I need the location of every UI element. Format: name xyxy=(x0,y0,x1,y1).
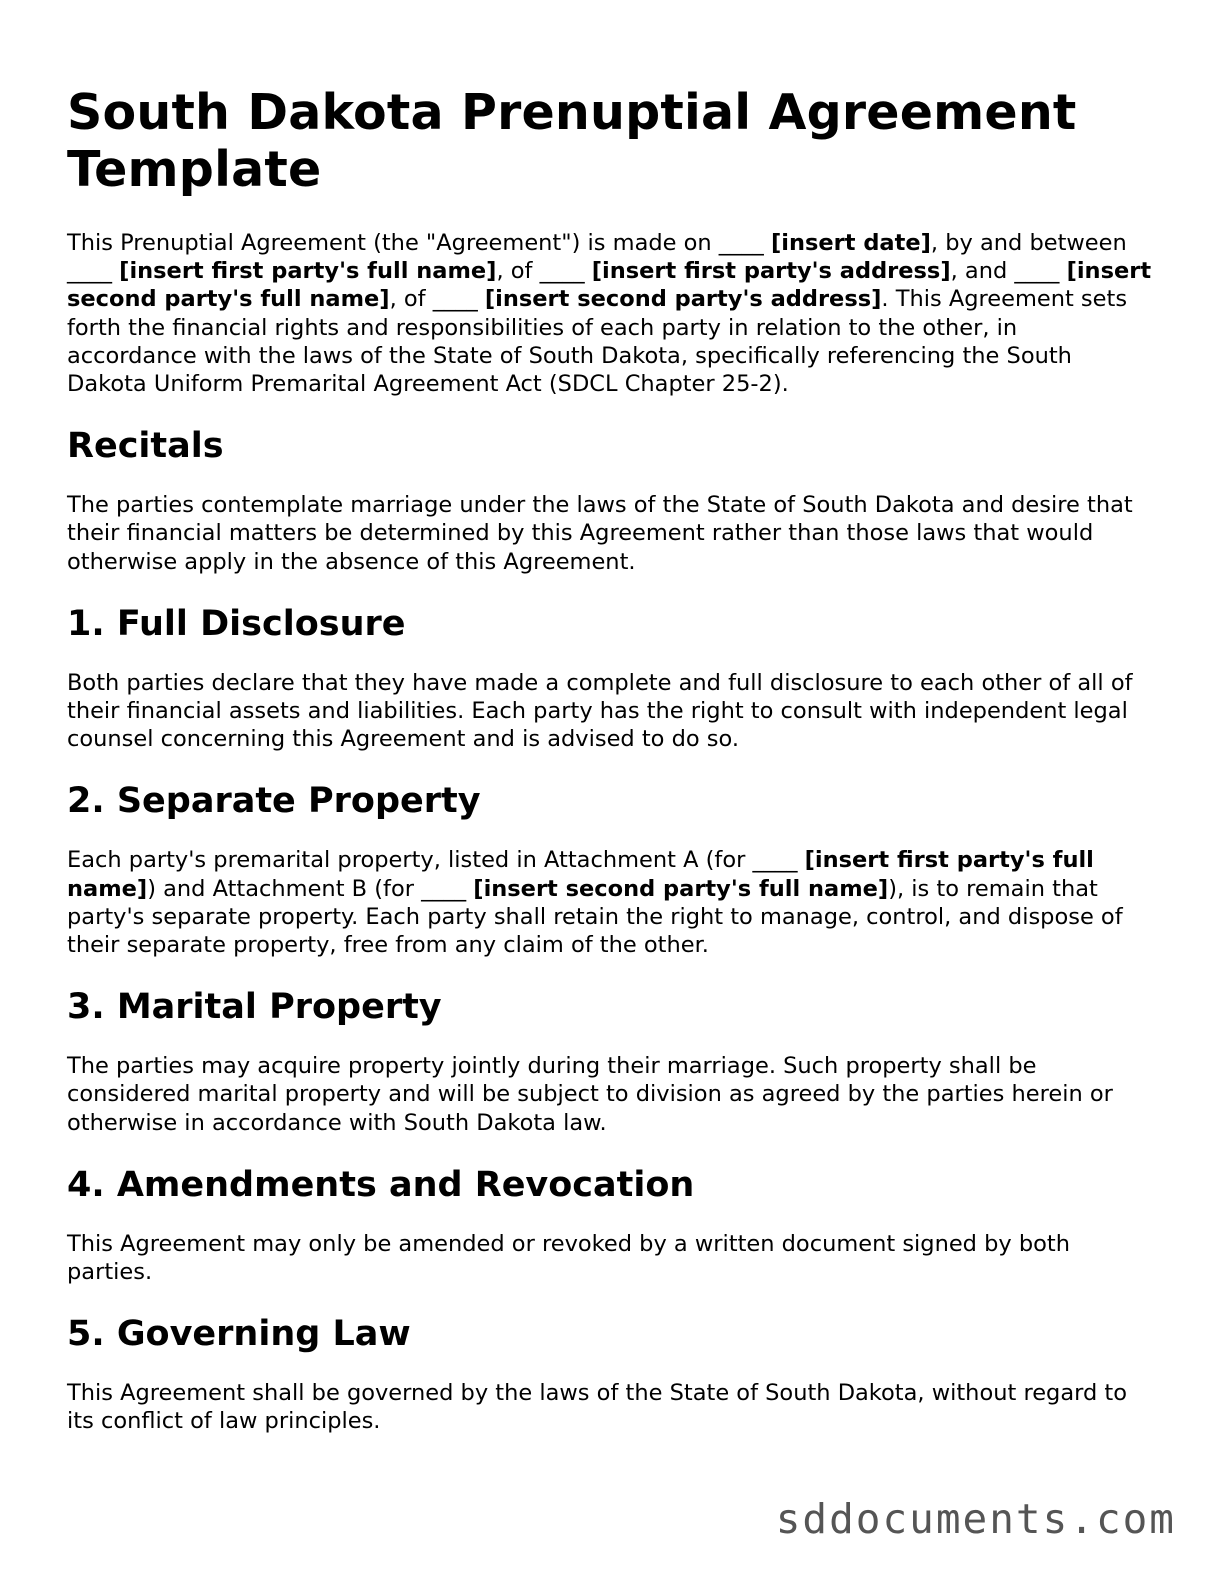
document-title: South Dakota Prenuptial Agreement Template xyxy=(67,84,1077,198)
placeholder-second-party-name-2: [insert second party's full name] xyxy=(473,875,889,902)
section-2-text xyxy=(67,846,1152,959)
recitals-heading: Recitals xyxy=(67,426,224,467)
intro-text-5: , of ____ xyxy=(389,286,485,313)
watermark: sddocuments.com xyxy=(775,1495,1176,1543)
intro-text-1: This Prenuptial Agreement (the "Agreement") is made on ____ xyxy=(67,230,771,256)
section-2-text-2: ) and Attachment B (for ____ xyxy=(147,875,474,902)
section-1-text: Both parties declare that they have made a complete and full disclosure to each other of all of their financial assets and liabilities. Each party has the right to consult with independent legal counsel concerning this Agreement and is advised to do so. xyxy=(67,669,1133,753)
section-2-text-3: ), is to remain that party's separate property. Each party shall retain the right to manage, control, and dispose of their separate property, free from any claim of the other. xyxy=(67,875,1123,959)
intro-text-2: , by and between ____ xyxy=(67,230,1127,285)
section-2-heading: 2. Separate Property xyxy=(67,781,481,822)
placeholder-second-party-address: [insert second party's address] xyxy=(484,286,882,313)
section-3-text: The parties may acquire property jointly during their marriage. Such property shall be considered marital property and will be subject to division as agreed by the parties herein or otherwise in accordance with South Dakota law. xyxy=(67,1053,1113,1136)
placeholder-date: [insert date] xyxy=(770,230,931,256)
placeholder-second-party-name: [insert second party's full name] xyxy=(67,258,1152,313)
placeholder-first-party-name: [insert first party's full name] xyxy=(119,258,497,285)
section-1-heading: 1. Full Disclosure xyxy=(67,603,406,644)
intro-text-4: , and ____ xyxy=(950,258,1067,285)
recitals-text: The parties contemplate marriage under the laws of the State of South Dakota and desire that their financial matters be determined by this Agreement rather than those laws that would otherwise apply in the absence of this Agreement. xyxy=(67,492,1133,575)
intro-text-6: . This Agreement sets forth the financial rights and responsibilities of each party in relation to the other, in accordance with the laws of the State of South Dakota, specifically referencing the South Dakota Uniform Premarital Agreement Act (SDCL Chapter 25-2). xyxy=(67,286,1128,398)
section-5-text: This Agreement shall be governed by the laws of the State of South Dakota, without regard to its conflict of law principles. xyxy=(67,1380,1127,1435)
section-3-heading: 3. Marital Property xyxy=(67,987,442,1028)
intro-text-3: , of ____ xyxy=(496,258,592,285)
intro-paragraph xyxy=(67,229,1152,398)
document-page xyxy=(67,84,1152,1463)
section-4-text: This Agreement may only be amended or revoked by a written document signed by both parties. xyxy=(67,1230,1070,1286)
section-4-heading: 4. Amendments and Revocation xyxy=(67,1164,695,1205)
section-2-text-1: Each party's premarital property, listed in Attachment A (for ____ xyxy=(67,847,805,874)
placeholder-first-party-name-2: [insert first party's full name] xyxy=(67,847,1094,902)
placeholder-first-party-address: [insert first party's address] xyxy=(591,258,951,285)
section-5-heading: 5. Governing Law xyxy=(67,1314,411,1355)
